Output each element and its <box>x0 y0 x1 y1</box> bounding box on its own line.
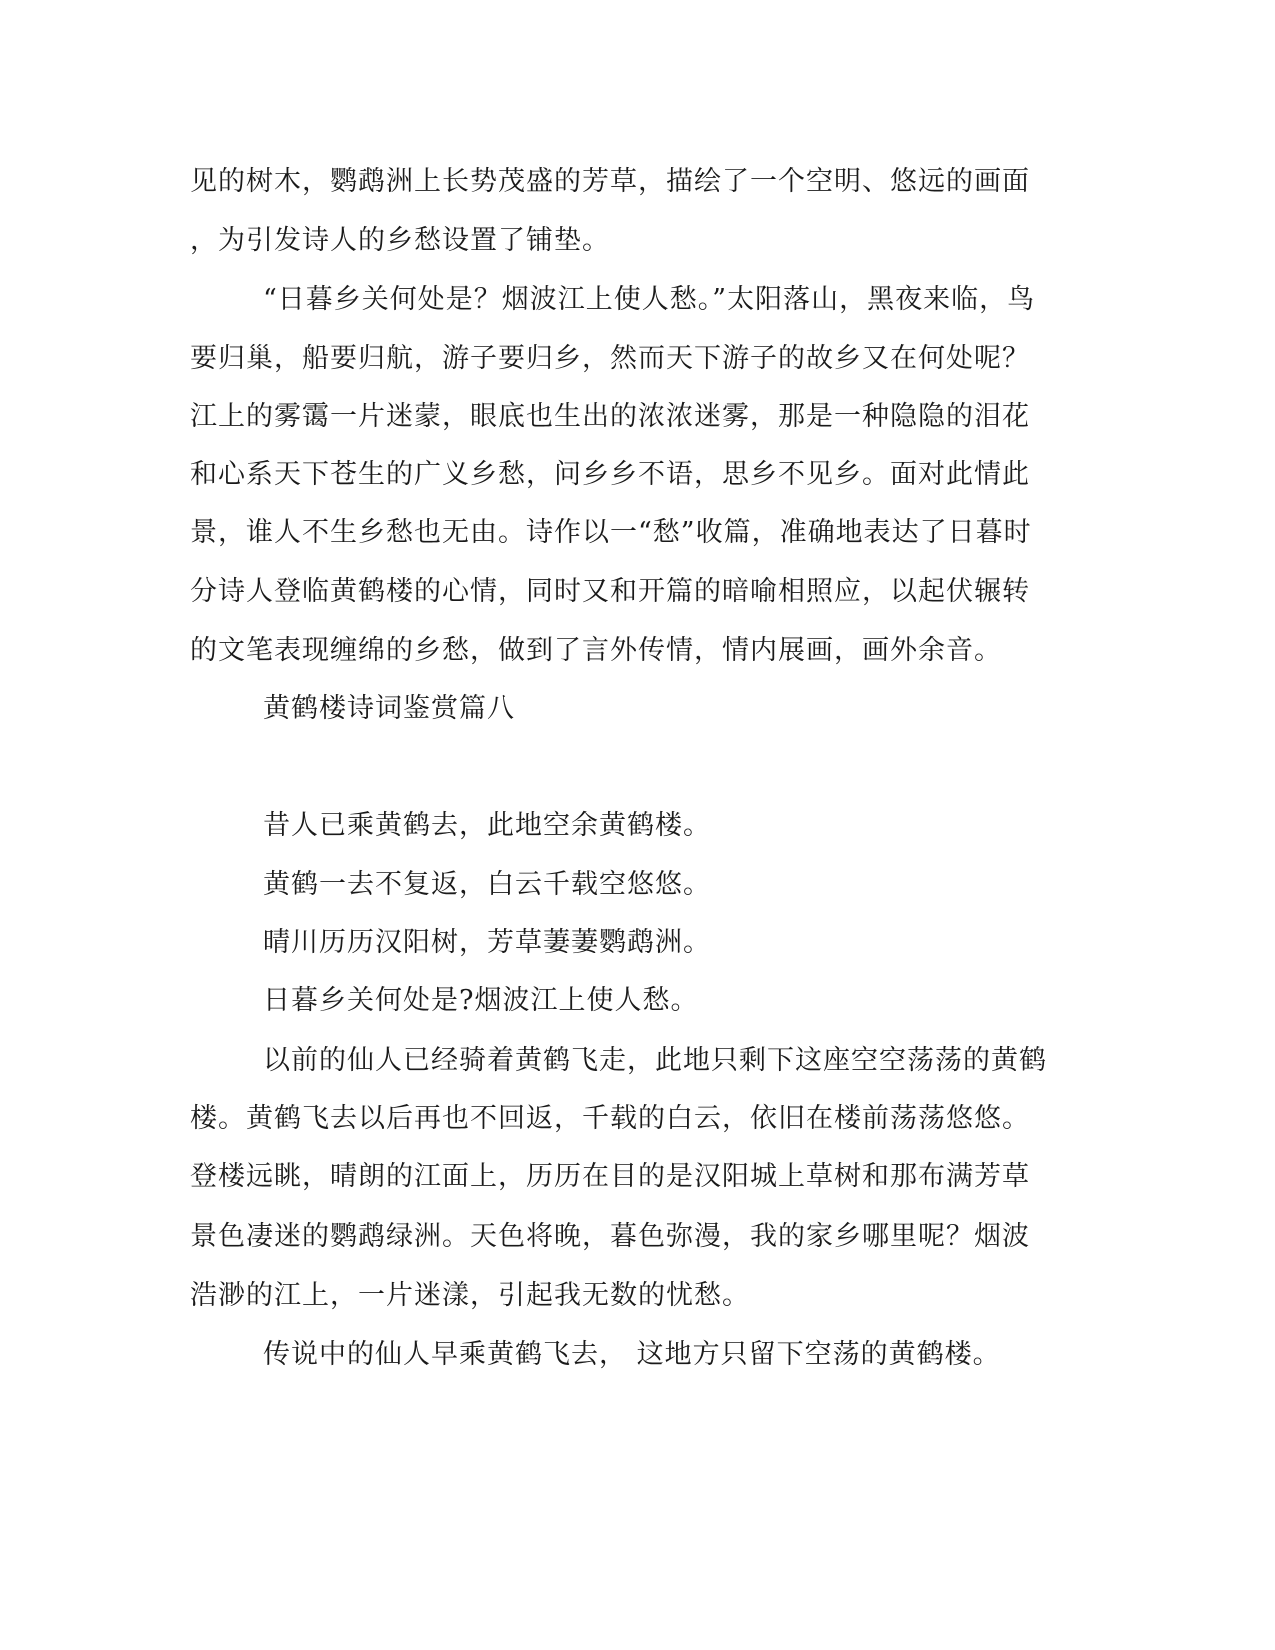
poem-line: 黄鹤一去不复返，白云千载空悠悠。 <box>263 869 711 900</box>
paragraph-line: 景，谁人不生乡愁也无由。诗作以一“愁”收篇，准确地表达了日暮时 <box>190 517 1032 548</box>
paragraph-line: 以前的仙人已经骑着黄鹤飞走，此地只剩下这座空空荡荡的黄鹤 <box>263 1045 1047 1076</box>
paragraph-line: 传说中的仙人早乘黄鹤飞去， 这地方只留下空荡的黄鹤楼。 <box>263 1339 1001 1370</box>
paragraph-line: 江上的雾霭一片迷蒙，眼底也生出的浓浓迷雾，那是一种隐隐的泪花 <box>190 401 1030 432</box>
paragraph-line: 的文笔表现缠绵的乡愁，做到了言外传情，情内展画，画外余音。 <box>190 635 1002 666</box>
paragraph-line: “日暮乡关何处是？烟波江上使人愁。”太阳落山，黑夜来临，鸟 <box>263 284 1036 315</box>
section-heading: 黄鹤楼诗词鉴赏篇八 <box>263 693 515 724</box>
paragraph-line: 分诗人登临黄鹤楼的心情，同时又和开篇的暗喻相照应，以起伏辗转 <box>190 576 1030 607</box>
paragraph-line: 浩渺的江上，一片迷漾，引起我无数的忧愁。 <box>190 1280 750 1311</box>
poem-line: 昔人已乘黄鹤去，此地空余黄鹤楼。 <box>263 810 711 841</box>
paragraph-line: ，为引发诗人的乡愁设置了铺垫。 <box>190 225 610 256</box>
poem-line: 日暮乡关何处是?烟波江上使人愁。 <box>263 985 699 1016</box>
paragraph-line: 景色凄迷的鹦鹉绿洲。天色将晚，暮色弥漫，我的家乡哪里呢？烟波 <box>190 1221 1030 1252</box>
paragraph-line: 登楼远眺，晴朗的江面上，历历在目的是汉阳城上草树和那布满芳草 <box>190 1161 1030 1192</box>
paragraph-line: 和心系天下苍生的广义乡愁，问乡乡不语，思乡不见乡。面对此情此 <box>190 459 1030 490</box>
paragraph-line: 要归巢，船要归航，游子要归乡，然而天下游子的故乡又在何处呢？ <box>190 343 1030 374</box>
poem-line: 晴川历历汉阳树，芳草萋萋鹦鹉洲。 <box>263 927 711 958</box>
paragraph-line: 见的树木，鹦鹉洲上长势茂盛的芳草，描绘了一个空明、悠远的画面 <box>190 166 1030 197</box>
paragraph-line: 楼。黄鹤飞去以后再也不回返，千载的白云，依旧在楼前荡荡悠悠。 <box>190 1103 1030 1134</box>
